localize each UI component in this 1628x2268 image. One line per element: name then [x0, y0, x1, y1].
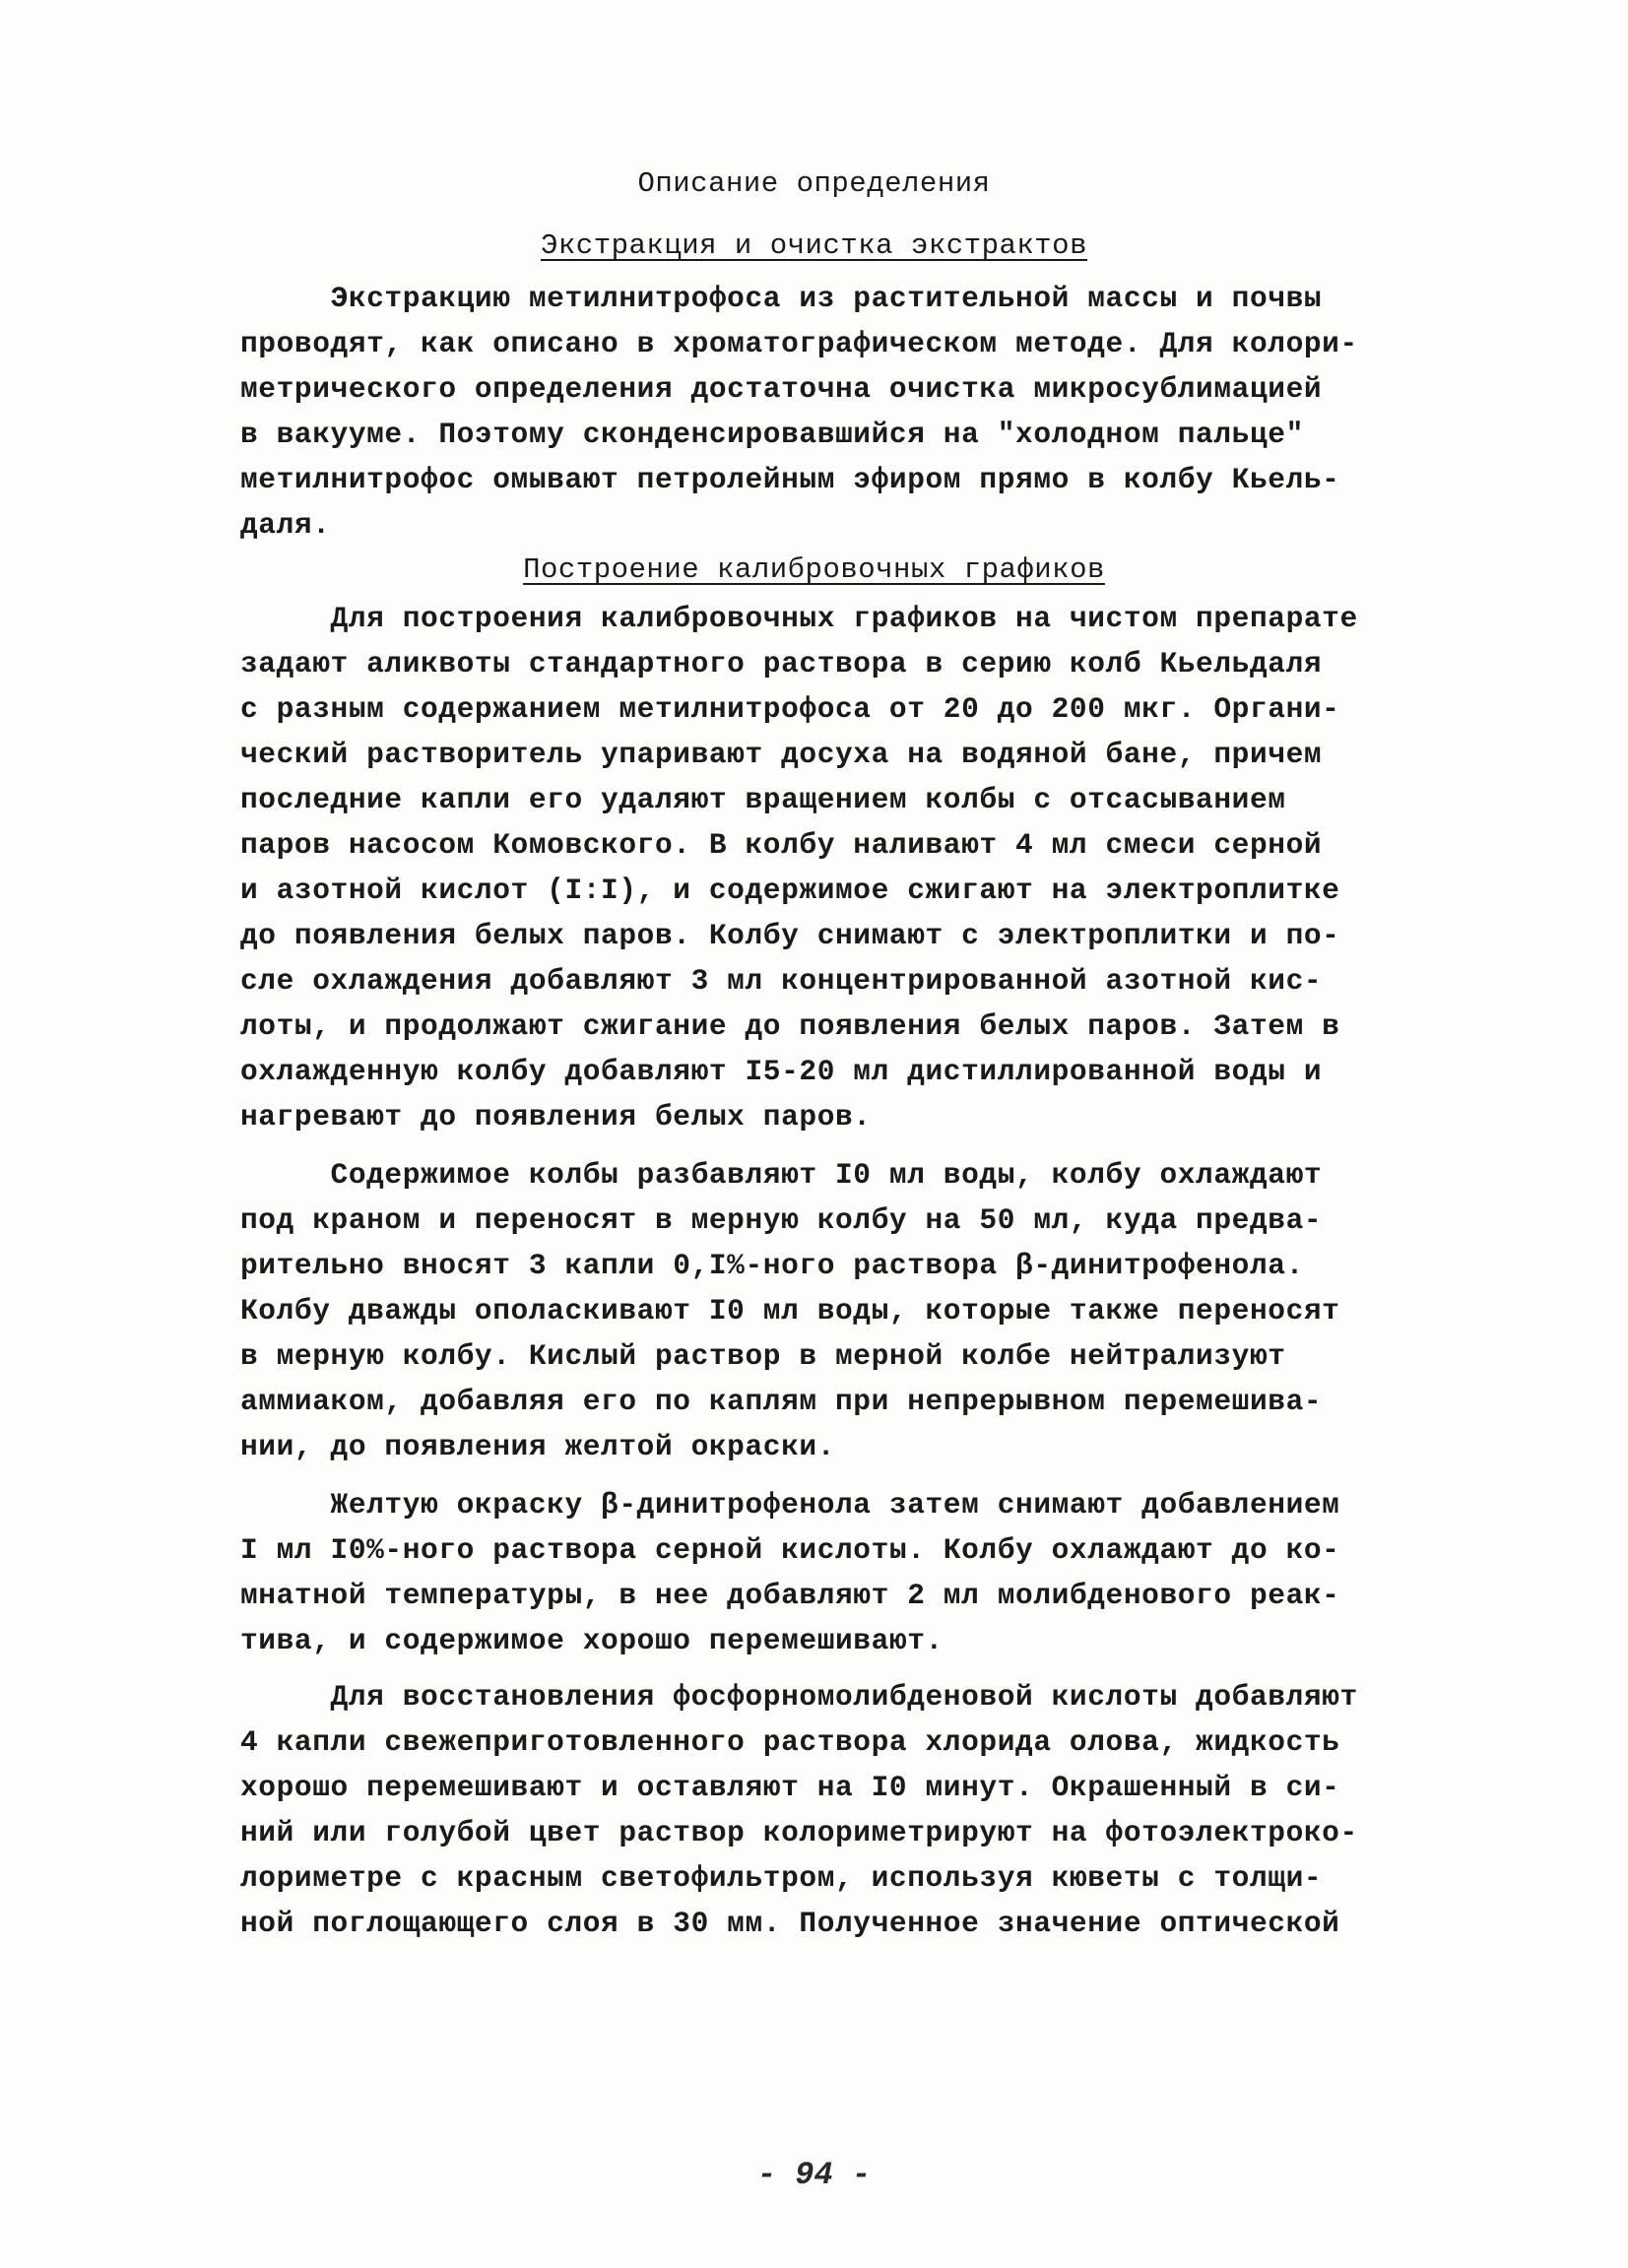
text-line: и азотной кислот (I:I), и содержимое сжигают на электроплитке	[240, 874, 1340, 907]
text-line: Для построения калибровочных графиков на чистом препарате	[240, 602, 1358, 635]
section-heading-extraction: Экстракция и очистка экстрактов	[541, 229, 1087, 262]
text-line: охлажденную колбу добавляют I5-20 мл дистиллированной воды и	[240, 1055, 1323, 1088]
text-line: метрического определения достаточна очистка микросублимацией	[240, 372, 1323, 406]
document-title: Описание определения	[637, 167, 991, 200]
text-line: нии, до появления желтой окраски.	[240, 1430, 835, 1463]
text-line: сле охлаждения добавляют 3 мл концентрированной азотной кис-	[240, 964, 1323, 998]
text-line: аммиаком, добавляя его по каплям при непрерывном перемешива-	[240, 1385, 1323, 1418]
text-line: под краном и переносят в мерную колбу на 50 мл, куда предва-	[240, 1203, 1323, 1237]
text-line: Для восстановления фосфорномолибденовой кислоты добавляют	[240, 1680, 1358, 1714]
text-line: задают аликвоты стандартного раствора в серию колб Кьельдаля	[240, 647, 1323, 680]
text-line: Экстракцию метилнитрофоса из растительной массы и почвы	[240, 282, 1323, 315]
text-line: последние капли его удаляют вращением колбы с отсасыванием	[240, 783, 1286, 816]
text-line: в мерную колбу. Кислый раствор в мерной колбе нейтрализуют	[240, 1339, 1286, 1373]
text-line: Колбу дважды ополаскивают I0 мл воды, которые также переносят	[240, 1294, 1340, 1328]
text-line: I мл I0%-ного раствора серной кислоты. Колбу охлаждают до ко-	[240, 1533, 1340, 1567]
text-line: ческий растворитель упаривают досуха на водяной бане, причем	[240, 738, 1323, 771]
text-line: мнатной температуры, в нее добавляют 2 мл молибденового реак-	[240, 1579, 1340, 1612]
text-line: метилнитрофос омывают петролейным эфиром прямо в колбу Кьель-	[240, 463, 1340, 496]
page-number: - 94 -	[756, 2157, 872, 2193]
text-line: с разным содержанием метилнитрофоса от 20 до 200 мкг. Органи-	[240, 692, 1340, 726]
text-line: хорошо перемешивают и оставляют на I0 минут. Окрашенный в си-	[240, 1771, 1340, 1804]
text-line: рительно вносят 3 капли 0,I%-ного раствора β-динитрофенола.	[240, 1249, 1304, 1282]
text-line: 4 капли свежеприготовленного раствора хлорида олова, жидкость	[240, 1725, 1340, 1759]
text-line: Содержимое колбы разбавляют I0 мл воды, колбу охлаждают	[240, 1158, 1323, 1192]
text-line: Желтую окраску β-динитрофенола затем снимают добавлением	[240, 1488, 1340, 1522]
text-line: ний или голубой цвет раствор колориметрируют на фотоэлектроко-	[240, 1816, 1358, 1849]
text-line: даля.	[240, 508, 331, 542]
text-line: нагревают до появления белых паров.	[240, 1100, 872, 1134]
text-line: тива, и содержимое хорошо перемешивают.	[240, 1624, 944, 1657]
text-line: лоты, и продолжают сжигание до появления белых паров. Затем в	[240, 1009, 1340, 1043]
text-line: проводят, как описано в хроматографическом методе. Для колори-	[240, 327, 1358, 360]
text-line: в вакууме. Поэтому сконденсировавшийся на "холодном пальце"	[240, 418, 1304, 451]
text-line: паров насосом Комовского. В колбу наливают 4 мл смеси серной	[240, 828, 1323, 862]
text-line: лориметре с красным светофильтром, используя кюветы с толщи-	[240, 1861, 1323, 1895]
section-heading-calibration: Построение калибровочных графиков	[523, 553, 1105, 586]
text-line: до появления белых паров. Колбу снимают с электроплитки и по-	[240, 919, 1340, 952]
text-line: ной поглощающего слоя в 30 мм. Полученное значение оптической	[240, 1907, 1340, 1940]
